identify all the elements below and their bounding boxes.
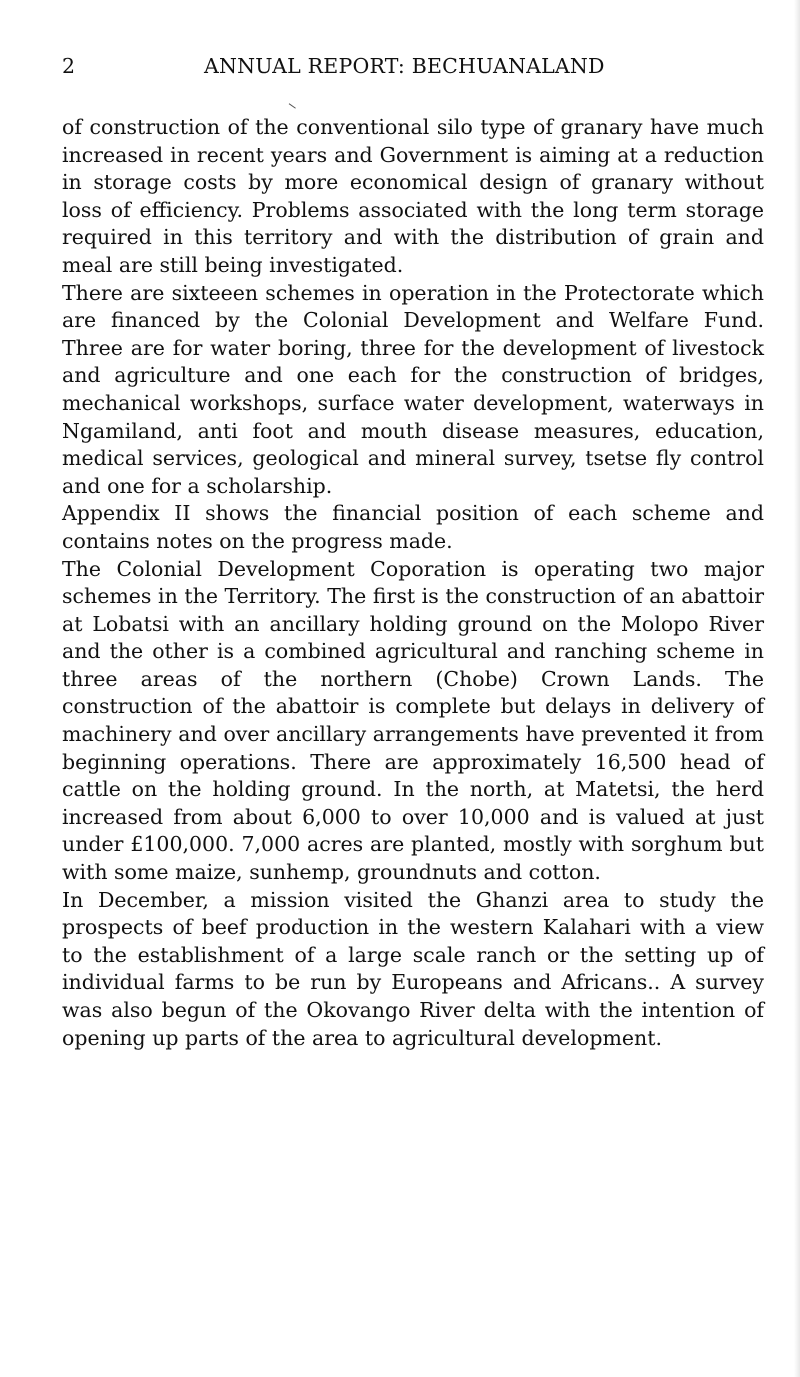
stray-mark [289, 98, 300, 108]
page-edge-shadow [794, 0, 800, 1377]
paragraph-ghanzi-mission: In December, a mission visited the Ghanzi area to study the prospects of beef production in the western Kalahari with a view to the establishment of a large scale ranch or the setting up of individual farms to be run by Europeans and Africans.. A survey was also begun of the Okovango River delta with the intention of opening up parts of the area to agricultural development. [62, 887, 764, 1050]
paragraph-cdc-schemes: The Colonial Development Coporation is operating two major schemes in the Territory. The first is the construction of an abattoir at Lobatsi with an ancillary holding ground on the Molopo River and the other is a combined agricultural and ranching scheme in three areas of the northern (Chobe) Crown Lands. The construction of the abattoir is complete but delays in delivery of machinery and over ancillary arrangements have prevented it from beginning operations. There are approximately 16,500 head of cattle on the holding ground. In the north, at Matetsi, the herd increased from about 6,000 to over 10,000 and is valued at just under £100,000. 7,000 acres are planted, mostly with sorghum but with some maize, sunhemp, groundnuts and cotton. [62, 556, 764, 885]
paragraph-granary-storage: of construction of the conventional silo type of granary have much increased in recent years and Government is aiming at a reduction in storage costs by more economical design of granary without loss of efficiency. Problems associated with the long term storage required in this territory and with the distribution of grain and meal are still being investigated. [62, 115, 764, 277]
paragraph-appendix-note: Appendix II shows the financial position of each scheme and contains notes on the progress made. [62, 501, 764, 553]
paragraph-development-schemes: There are sixteeen schemes in operation in the Protectorate which are financed by the Colonial Development and Welfare Fund. Three are for water boring, three for the development of livestock and agriculture and one each for the construction of bridges, mechanical workshops, surface water development, waterways in Ngamiland, anti foot and mouth disease measures, education, medical services, geological and mineral survey, tsetse fly control and one for a scholarship. [62, 280, 764, 498]
running-title: ANNUAL REPORT: BECHUANALAND [204, 54, 605, 78]
page-header [62, 54, 764, 84]
body-text [62, 114, 764, 1052]
page-number: 2 [62, 54, 76, 78]
